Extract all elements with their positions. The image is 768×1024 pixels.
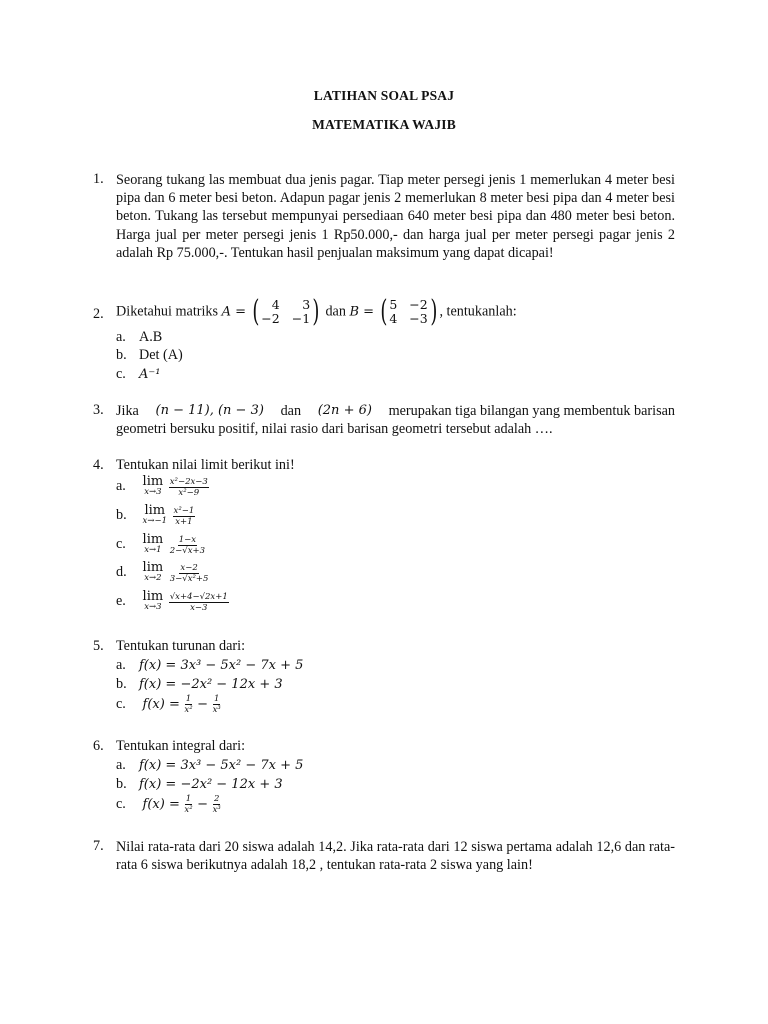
question-2-prefix: Diketahui matriks <box>116 303 219 320</box>
matrix-cell: −3 <box>409 311 428 326</box>
matrix-b-label: B = <box>349 304 375 320</box>
question-number: 6. <box>93 738 104 754</box>
limit-item: e. lim x→3 $\frac{√x+4-√2x+1}{x-3}$ <box>116 589 228 613</box>
question-number: 4. <box>93 457 104 473</box>
list-item: a. f(x) = 3x³ − 5x² − 7x + 5 <box>116 757 304 773</box>
question-number: 3. <box>93 402 104 418</box>
matrix-cell: −2 <box>409 297 428 312</box>
question-6-text: Tentukan integral dari: <box>116 738 246 754</box>
limit-item: a. lim x→3 $\frac{\text{x²−2x−3}}{\text{x²−9}}$ <box>116 474 208 498</box>
question-number: 1. <box>93 171 104 187</box>
right-paren: ) <box>430 294 438 329</box>
limit-operator: lim x→3 <box>142 474 164 497</box>
question-2-stem <box>116 294 517 329</box>
left-paren: ( <box>379 294 387 329</box>
list-item: a. A.B <box>116 329 163 345</box>
fraction: $\frac{\text{x²−2x−3}}{\text{x²−9}}$ <box>169 476 208 498</box>
limit-item: d. lim x→2 $\frac{x-2}{\text{3−√x²+5}}$ <box>116 560 209 584</box>
matrix-cell: −1 <box>291 311 311 326</box>
limit-operator: lim x→2 <box>142 560 164 583</box>
matrix-cell: 5 <box>389 297 398 312</box>
fraction: $\frac{1}{\text{x³}}$ <box>212 694 221 715</box>
matrix-a-label: A = <box>221 304 247 320</box>
list-item: c. f(x) = $\frac{1}{\text{x²}}$ − $\frac{2}{\text{x³}}$ <box>116 794 221 815</box>
question-number: 5. <box>93 638 104 654</box>
list-item: c. A⁻¹ <box>116 366 161 382</box>
matrix-b <box>378 294 440 329</box>
limit-operator: lim x→−1 <box>142 503 167 526</box>
question-2-suffix: , tentukanlah: <box>439 303 517 320</box>
question-number: 7. <box>93 838 104 854</box>
right-paren: ) <box>312 294 320 329</box>
matrix-cell: −2 <box>261 311 280 326</box>
matrix-a <box>250 294 322 329</box>
list-item: b. Det (A) <box>116 347 183 363</box>
question-2-mid: dan <box>325 303 346 320</box>
limit-item: c. lim x→1 $\frac{1-x}{2-√x+3}$ <box>116 532 206 556</box>
left-paren: ( <box>251 294 259 329</box>
fraction: $\frac{1}{\text{x²}}$ <box>184 794 193 815</box>
document-title: LATIHAN SOAL PSAJ <box>313 88 455 103</box>
limit-operator: lim x→1 <box>142 532 164 555</box>
fraction: $\frac{√x+4-√2x+1}{x-3}$ <box>169 591 228 613</box>
fraction: $\frac{x-2}{\text{3−√x²+5}}$ <box>169 562 209 584</box>
matrix-cell: 4 <box>389 311 398 326</box>
question-5-text: Tentukan turunan dari: <box>116 638 246 654</box>
list-item: b. f(x) = −2x² − 12x + 3 <box>116 676 283 692</box>
question-number: 2. <box>93 306 104 322</box>
matrix-cell: 4 <box>271 297 280 312</box>
question-3-text: Jika (n − 11), (n − 3) dan (2n + 6) merupakan tiga bilangan yang membentuk barisan geometri bersuku positif, nilai rasio dari barisan geometri tersebut adalah …. <box>116 403 675 438</box>
matrix-cell: 3 <box>302 297 311 312</box>
list-item: a. f(x) = 3x³ − 5x² − 7x + 5 <box>116 657 304 673</box>
list-item: b. f(x) = −2x² − 12x + 3 <box>116 776 283 792</box>
document-subtitle: MATEMATIKA WAJIB <box>312 117 456 132</box>
question-1-text: Seorang tukang las membuat dua jenis pagar. Tiap meter persegi jenis 1 memerlukan 4 meter besi pipa dan 6 meter besi beton. Adapun pagar jenis 2 memerlukan 8 meter besi pipa dan 4 meter besi beton. Tukang las tersebut mempunyai persediaan 640 meter besi pipa dan 480 meter besi beton. Harga jual per meter persegi jenis 1 Rp50.000,- dan harga jual per meter persegi pagar jenis 2 adalah Rp 75.000,-. Tentukan hasil penjualan maksimum yang dapat dicapai! <box>116 172 675 261</box>
limit-item: b. lim x→−1 $\frac{\text{x²−1}}{x+1}$ <box>116 503 195 527</box>
fraction: $\frac{2}{\text{x³}}$ <box>212 794 221 815</box>
list-item: c. f(x) = $\frac{1}{\text{x²}}$ − $\frac{1}{\text{x³}}$ <box>116 694 221 715</box>
question-4-text: Tentukan nilai limit berikut ini! <box>116 457 295 473</box>
limit-operator: lim x→3 <box>142 589 164 612</box>
fraction: $\frac{\text{x²−1}}{x+1}$ <box>173 505 195 527</box>
fraction: $\frac{1-x}{2-√x+3}$ <box>169 534 206 556</box>
question-7-text: Nilai rata-rata dari 20 siswa adalah 14,2. Jika rata-rata dari 12 siswa pertama adalah 12,6 dan rata-rata 6 siswa berikutnya adalah 18,2 , tentukan rata-rata 2 siswa yang lain! <box>116 839 675 874</box>
fraction: $\frac{1}{\text{x²}}$ <box>184 694 193 715</box>
